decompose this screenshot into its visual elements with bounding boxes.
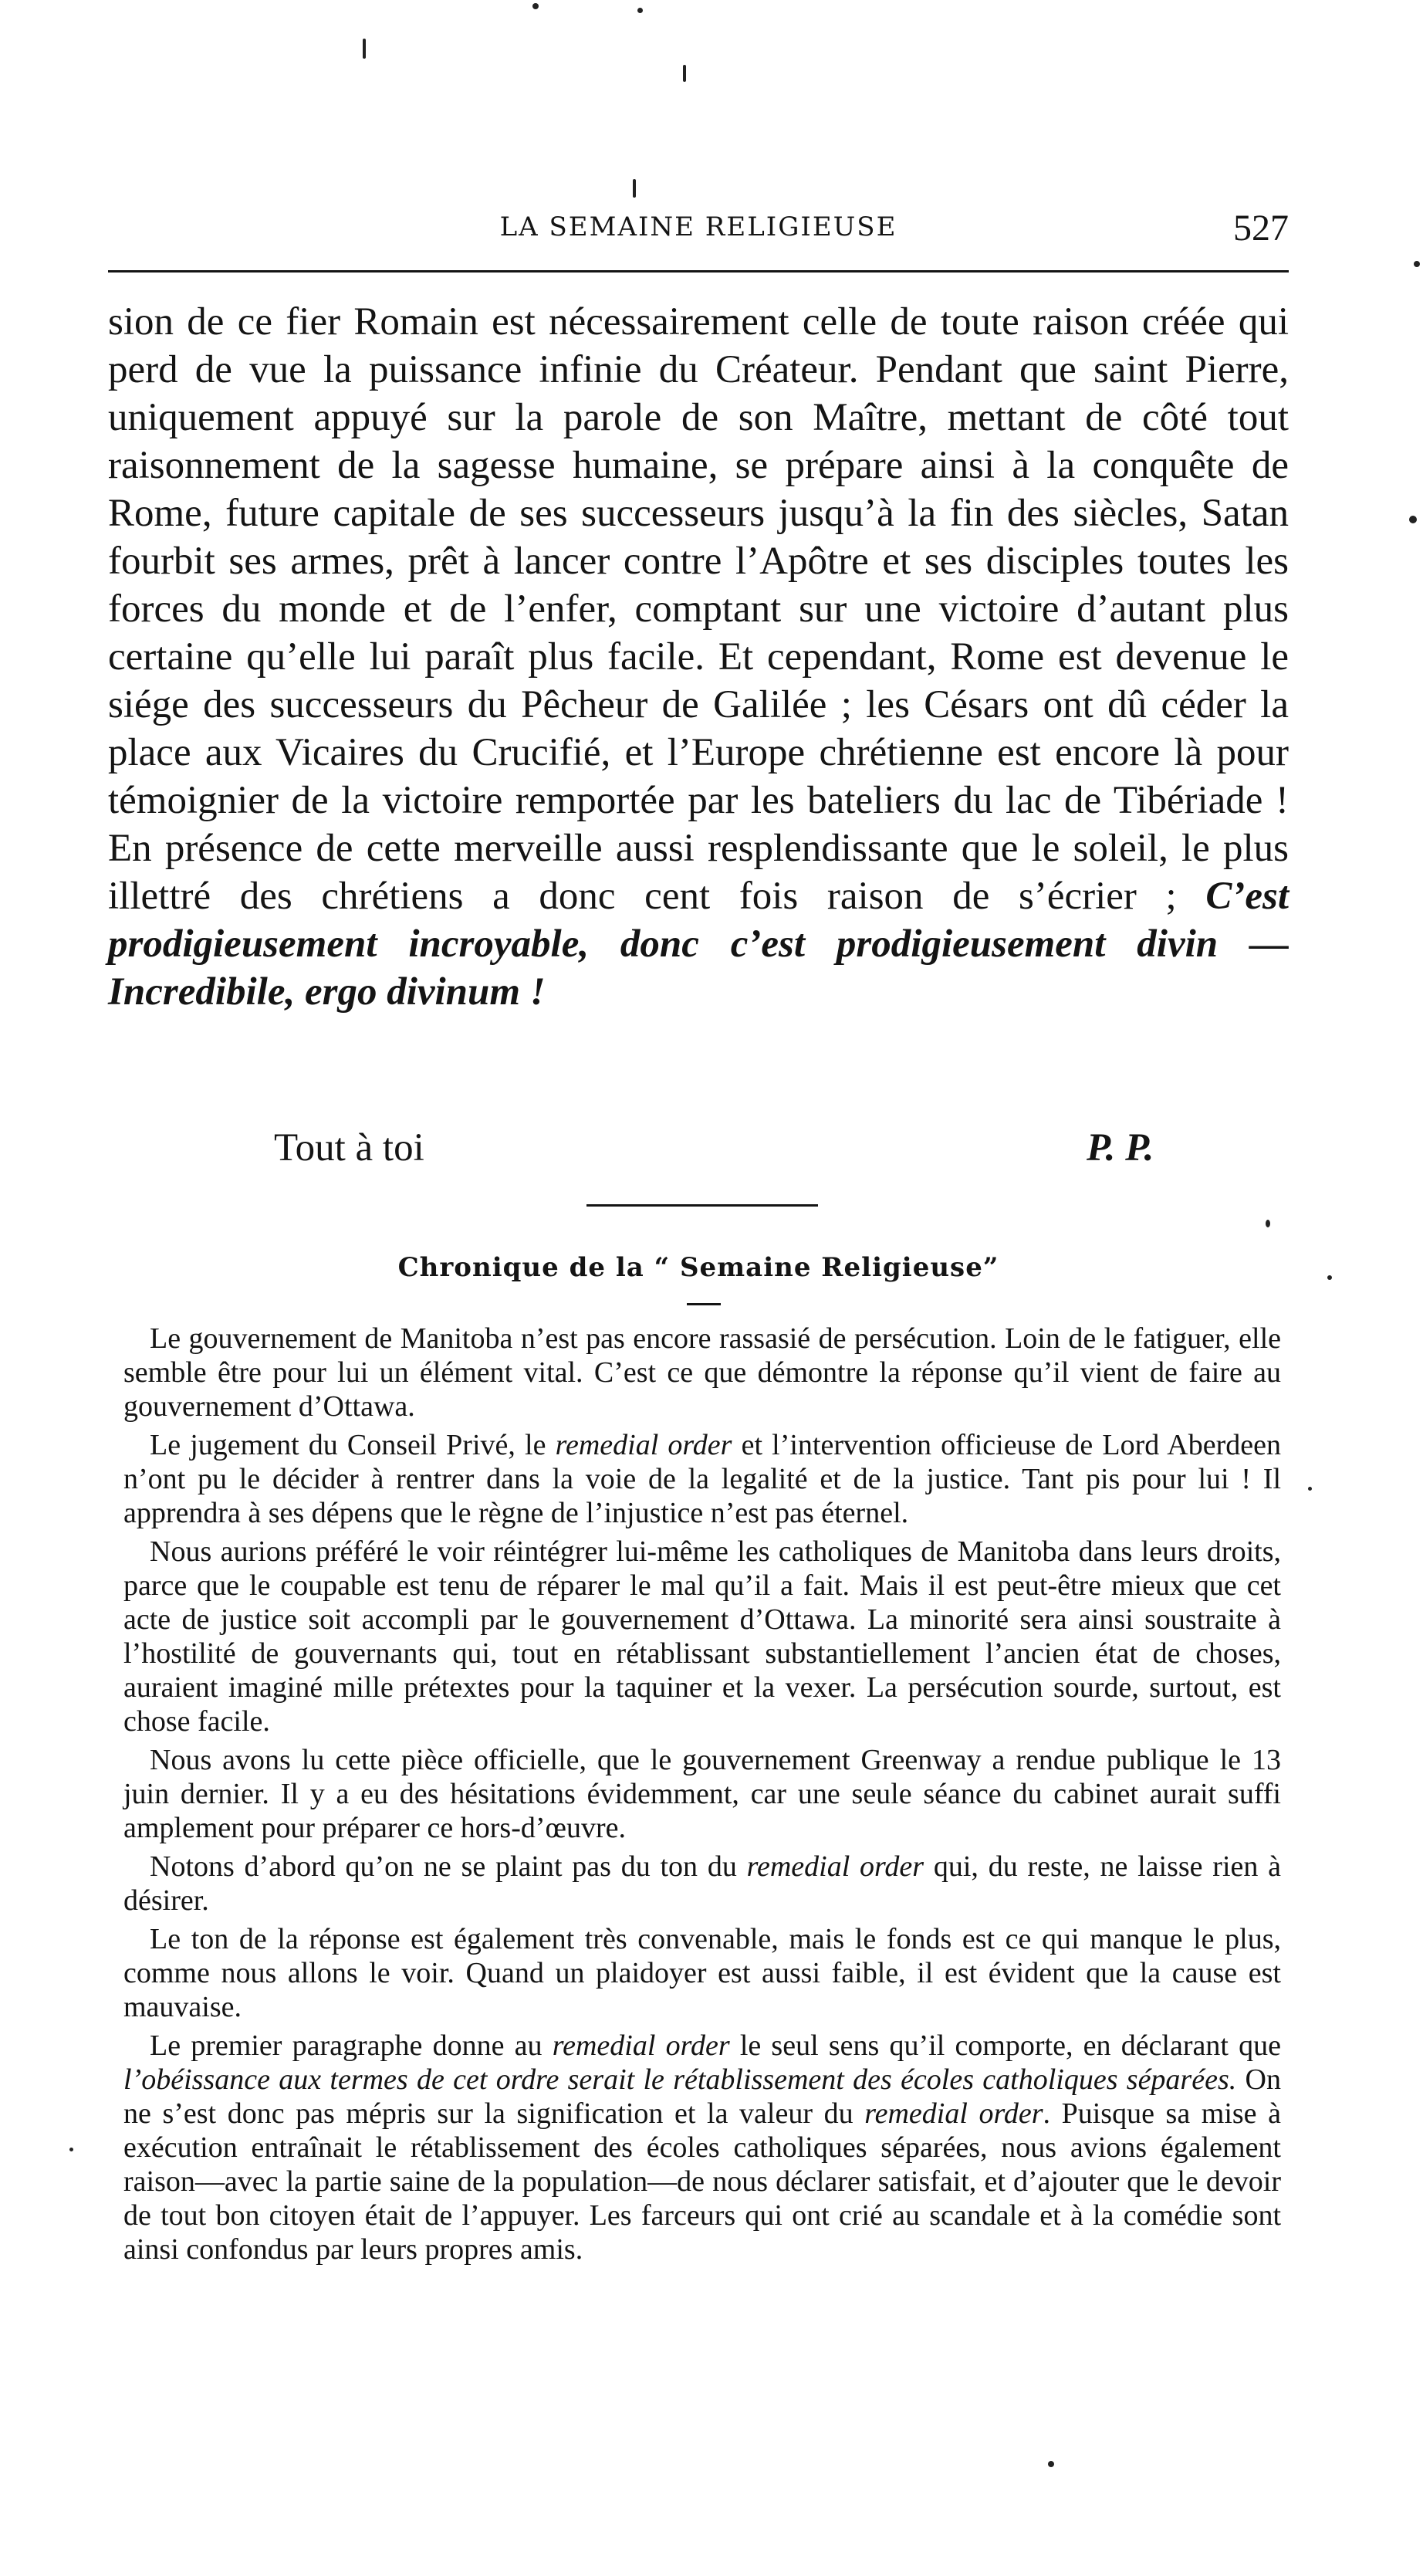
scan-speck (69, 2148, 73, 2151)
text-run: On ne s’est donc pas mépris sur la signification et la valeur du (123, 2063, 1281, 2130)
section-divider (586, 1204, 818, 1207)
text-run: qui, du reste, ne laisse rien à désirer. (123, 1850, 1282, 1917)
scan-speck (633, 179, 636, 198)
letter-body: sion de ce fier Romain est nécessairement celle de toute raison créée qui perd de vue la puissance infinie du Créateur. Pendant que saint Pierre, uniquement appuyé sur la parole de son Maître, mettant de côté tout raisonnement de la sagesse humaine, se prépare ainsi à la conquête de Rome, future capitale de ses successeurs jusqu’à la fin des siècles, Satan fourbit ses armes, prêt à lancer contre l’Apôtre et ses disciples toutes les forces du monde et de l’enfer, comptant sur une victoire d’autant plus certaine qu’elle lui paraît plus facile. Et cependant, Rome est devenue le siége des successeurs du Pêcheur de Galilée ; les Césars ont dû céder la place aux Vicaires du Crucifié, et l’Europe chrétienne est encore là pour témoignier de la victoire remportée par les bateliers du lac de Tibériade ! En présence de cette merveille aussi resplendissante que le soleil, le plus illettré des chrétiens a donc cent fois raison de s’écrier ; (108, 300, 1289, 918)
author-initials: P. P. (1087, 1126, 1154, 1170)
chronique-text (123, 1322, 1281, 2271)
italic-term: remedial order (864, 2097, 1043, 2130)
scan-speck (637, 8, 643, 13)
text-run: Le gouvernement de Manitoba n’est pas encore rassasié de persécution. Loin de le fatiguer, elle semble être pour lui un élément vital. C’est ce que démontre la réponse qu’il vient de faire au gouvernement d’Ottawa. (123, 1322, 1281, 1423)
italic-term: remedial order (552, 2029, 730, 2062)
closing-line: Tout à toi (274, 1126, 424, 1170)
chronique-paragraph-4 (123, 1743, 1281, 1845)
letter-paragraph (108, 298, 1289, 1016)
chronique-paragraph-1 (123, 1322, 1281, 1423)
text-run: Nous aurions préféré le voir réintégrer lui-même les catholiques de Manitoba dans leurs droits, parce que le coupable est tenu de réparer le mal qu’il a fait. Mais il est peut-être mieux que cet acte de justice soit accompli par le gouvernement d’Ottawa. La minorité sera ainsi soustraite à l’hostilité de gouvernants qui, tout en rétablissant substantiellement l’ancien état de choses, auraient imaginé mille prétextes pour la taquiner et la vexer. La persécution sourde, surtout, est chose facile. (123, 1535, 1281, 1738)
chronique-paragraph-2 (123, 1428, 1281, 1530)
letter-text (108, 298, 1289, 1016)
letter-signature (108, 1126, 1289, 1173)
text-run: Notons d’abord qu’on ne se plaint pas du ton du (150, 1850, 747, 1883)
chronique-paragraph-6 (123, 1922, 1281, 2024)
scan-speck (1409, 516, 1417, 523)
text-run: et l’intervention officieuse de Lord Aberdeen n’ont pu le décider à rentrer dans la voie de la legalité et de la justice. Tant pis pour lui ! Il apprendra à ses dépens que le règne de l’injustice n’est pas éternel. (123, 1429, 1281, 1529)
header-rule (108, 270, 1289, 272)
text-run: . Puisque sa mise à exécution entraînait le rétablissement des écoles catholiques séparées, nous avions également raison—avec la partie saine de la population—de nous déclarer satisfait, et d’ajouter que le devoir de tout bon citoyen était de l’appuyer. Les farceurs qui ont crié au scandale et à la comédie sont ainsi confondus par leurs propres amis. (123, 2097, 1282, 2266)
scan-speck (1048, 2461, 1054, 2467)
page-number: 527 (1233, 208, 1289, 249)
scan-speck (683, 65, 686, 82)
text-run: Le premier paragraphe donne au (150, 2029, 553, 2062)
chronique-paragraph-3 (123, 1535, 1281, 1738)
text-run: le seul sens qu’il comporte, en déclarant que (729, 2029, 1281, 2062)
scan-speck (1308, 1487, 1312, 1491)
text-run: Le jugement du Conseil Privé, le (150, 1429, 556, 1461)
text-run: Le ton de la réponse est également très convenable, mais le fonds est ce qui manque le plus, comme nous allons le voir. Quand un plaidoyer est aussi faible, il est évident que la cause est mauvaise. (123, 1923, 1281, 2023)
letter-italic-exclamation: C’est prodigieusement incroyable, donc c’est prodigieusement divin — Incredibile, ergo divinum ! (108, 875, 1289, 1014)
running-title: LA SEMAINE RELIGIEUSE (499, 212, 897, 242)
italic-term: remedial order (746, 1850, 924, 1883)
scan-speck (363, 39, 366, 59)
italic-term: remedial order (555, 1429, 732, 1461)
italic-quote: l’obéissance aux termes de cet ordre serait le rétablissement des écoles catholiques séparées. (123, 2063, 1237, 2096)
text-run: Nous avons lu cette pièce officielle, que le gouvernement Greenway a rendue publique le 13 juin dernier. Il y a eu des hésitations évidemment, car une seule séance du cabinet aurait suffi amplement pour préparer ce hors-d’œuvre. (123, 1744, 1281, 1844)
scan-speck (532, 3, 539, 9)
chronique-paragraph-7 (123, 2029, 1281, 2266)
chronique-title: Chronique de la “ Semaine Religieuse” (397, 1252, 999, 1283)
page-header (108, 207, 1289, 253)
chronique-paragraph-5 (123, 1850, 1281, 1918)
scan-speck (1266, 1220, 1270, 1227)
scan-speck (1327, 1275, 1332, 1280)
title-dash (687, 1303, 721, 1305)
scan-speck (1414, 261, 1420, 267)
